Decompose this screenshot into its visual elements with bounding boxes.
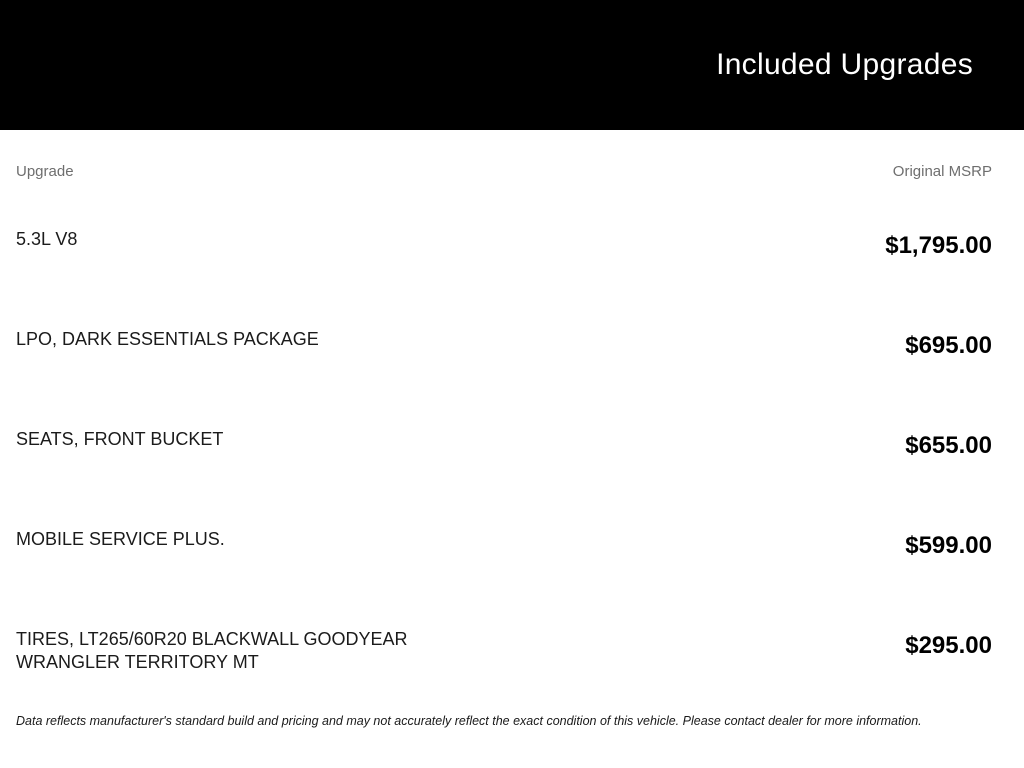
- upgrade-price: $1,795.00: [885, 232, 992, 259]
- disclaimer-text: Data reflects manufacturer's standard build and pricing and may not accurately reflect the exact condition of this vehicle. Please contact dealer for more information.: [16, 714, 922, 728]
- upgrade-name: MOBILE SERVICE PLUS.: [16, 529, 225, 549]
- page-title: Included Upgrades: [716, 48, 973, 81]
- upgrade-name: LPO, DARK ESSENTIALS PACKAGE: [16, 329, 319, 349]
- upgrade-price: $655.00: [905, 432, 992, 459]
- table-row: [16, 412, 992, 512]
- table-row: [16, 612, 992, 712]
- table-header-row: [16, 163, 992, 180]
- upgrade-price: $695.00: [905, 332, 992, 359]
- table-row: [16, 212, 992, 312]
- upgrade-price: $295.00: [905, 632, 992, 659]
- column-header-original-msrp: Original MSRP: [892, 163, 992, 180]
- upgrade-name: 5.3L V8: [16, 229, 78, 249]
- upgrade-name: SEATS, FRONT BUCKET: [16, 429, 224, 449]
- upgrade-price: $599.00: [905, 532, 992, 559]
- page-header-banner: [0, 0, 1024, 130]
- table-row: [16, 312, 992, 412]
- upgrades-table: [0, 130, 1024, 730]
- table-row: [16, 512, 992, 612]
- column-header-upgrade: Upgrade: [16, 163, 74, 180]
- upgrade-name: TIRES, LT265/60R20 BLACKWALL GOODYEAR WRANGLER TERRITORY MT: [16, 629, 408, 673]
